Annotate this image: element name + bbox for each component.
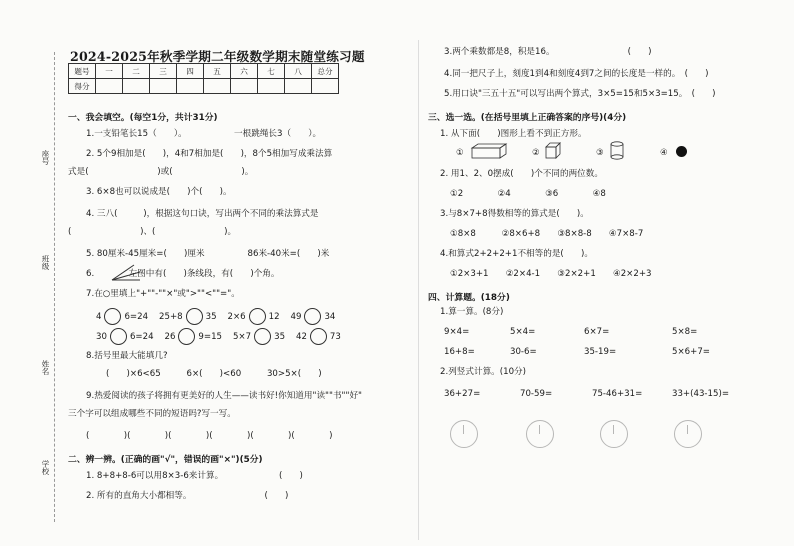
calc-item: 6×7= <box>584 327 610 337</box>
compare-circle[interactable] <box>178 328 195 345</box>
calc-item: 9×4= <box>444 327 470 337</box>
choice-3-options: ①8×8 ②8×6+8 ③8×8-8 ④7×8-7 <box>450 229 644 239</box>
score-header-cell: 六 <box>231 64 258 79</box>
compare-circle[interactable] <box>304 308 321 325</box>
section-3-heading: 三、选一选。(在括号里填上正确答案的序号)(4分) <box>428 113 627 123</box>
score-header-cell: 题号 <box>69 64 96 79</box>
score-cell[interactable] <box>177 79 204 94</box>
compare-right: 6=24 <box>129 332 154 342</box>
compare-right: 73 <box>329 332 341 342</box>
question-1-7: 7.在○里填上"+""-""×"或">""<""="。 <box>86 289 240 299</box>
calc-item: 35-19= <box>584 347 617 357</box>
student-id-label: 座号 <box>41 150 50 165</box>
score-row-label: 得分 <box>69 79 96 94</box>
calc-item: 5×8= <box>672 327 698 337</box>
choice-4: 4.和算式2+2+2+1不相等的是( )。 <box>440 249 593 259</box>
question-1-5: 5. 80厘米-45厘米=( )厘米 86米-40米=( )米 <box>86 249 330 259</box>
compare-left: 49 <box>290 312 302 322</box>
faint-clock-icon <box>600 420 628 448</box>
school-label: 学校 <box>41 460 50 475</box>
compare-circle[interactable] <box>104 308 121 325</box>
score-header-cell: 二 <box>123 64 150 79</box>
compare-circle[interactable] <box>110 328 127 345</box>
section-1-heading: 一、我会填空。(每空1分，共计31分) <box>68 113 218 123</box>
compare-left: 4 <box>96 312 102 322</box>
score-cell[interactable] <box>96 79 123 94</box>
compare-left: 42 <box>295 332 307 342</box>
cube-icon <box>544 142 562 160</box>
calc-item: 5×6+7= <box>672 347 711 357</box>
question-1-9b: 三个字可以组成哪些不同的短语吗?写一写。 <box>68 409 236 419</box>
binding-line <box>54 52 55 522</box>
cylinder-icon <box>610 141 624 161</box>
judge-3: 3.两个乘数都是8，积是16。 ( ) <box>444 47 652 57</box>
score-header-cell: 三 <box>150 64 177 79</box>
compare-right: 9=15 <box>198 332 223 342</box>
compare-row-2 <box>96 328 341 345</box>
score-cell[interactable] <box>312 79 339 94</box>
compare-right: 12 <box>268 312 280 322</box>
question-1-4b: ( )、( )。 <box>68 227 237 237</box>
compare-left: 26 <box>164 332 176 342</box>
score-cell[interactable] <box>258 79 285 94</box>
compare-circle[interactable] <box>186 308 203 325</box>
judge-5: 5.用口诀"三五十五"可以写出两个算式，3×5=15和5×3=15。 ( ) <box>444 89 716 99</box>
name-label: 姓名 <box>41 360 50 375</box>
judge-4: 4.同一把尺子上，刻度1到4和刻度4到7之间的长度是一样的。 ( ) <box>444 69 709 79</box>
score-cell[interactable] <box>285 79 312 94</box>
score-header-cell: 总分 <box>312 64 339 79</box>
choice-3: 3.与8×7+8得数相等的算式是( )。 <box>440 209 589 219</box>
class-label: 班级 <box>41 255 50 270</box>
choice-1-option-b: ② <box>532 148 540 158</box>
choice-1-option-c: ③ <box>596 148 604 158</box>
question-1-9a: 9.热爱阅读的孩子将拥有更美好的人生——读书好!你知道用"读""书""好" <box>86 391 362 401</box>
faint-clock-icon <box>526 420 554 448</box>
vertical-calc-item: 36+27= <box>444 389 481 399</box>
score-header-cell: 八 <box>285 64 312 79</box>
question-1-4a: 4. 三八( )，根据这句口诀，写出两个不同的乘法算式是 <box>86 209 319 219</box>
question-1-8: 8.括号里最大能填几? <box>86 351 168 361</box>
question-1-2a: 2. 5个9相加是( )，4和7相加是( )，8个5相加写成乘法算 <box>86 149 333 159</box>
vertical-calc-item: 33+(43-15)= <box>672 389 730 399</box>
score-table <box>68 63 339 94</box>
faint-clock-icon <box>674 420 702 448</box>
compare-circle[interactable] <box>254 328 271 345</box>
column-divider <box>418 40 419 540</box>
compare-row-1 <box>96 308 335 325</box>
compare-right: 35 <box>205 312 217 322</box>
compare-left: 30 <box>96 332 107 342</box>
question-1-9-blanks: ( )( )( )( )( )( ) <box>86 431 333 441</box>
vertical-calc-item: 70-59= <box>520 389 553 399</box>
choice-1: 1. 从下面( )图形上看不到正方形。 <box>440 129 587 139</box>
compare-circle[interactable] <box>310 328 327 345</box>
score-header-cell: 七 <box>258 64 285 79</box>
score-cell[interactable] <box>204 79 231 94</box>
question-1-1: 1.一支铅笔长15（ ）。 一根跳绳长3（ ）。 <box>86 129 322 139</box>
choice-2-options: ①2 ②4 ③6 ④8 <box>450 189 606 199</box>
page-title: 2024-2025年秋季学期二年级数学期末随堂练习题 <box>70 49 365 64</box>
score-header-cell: 五 <box>204 64 231 79</box>
judge-1: 1. 8+8+8-6可以用8×3-6来计算。 ( ) <box>86 471 303 481</box>
calc-item: 30-6= <box>510 347 537 357</box>
question-1-8-items: ( )×6<65 6×( )<60 30>5×( ) <box>106 369 322 379</box>
section-4-heading: 四、计算题。(18分) <box>428 293 510 303</box>
choice-4-options: ①2×3+1 ②2×4-1 ③2×2+1 ④2×2+3 <box>450 269 652 279</box>
compare-left: 5×7 <box>232 332 252 342</box>
score-header-cell: 四 <box>177 64 204 79</box>
question-1-2b: 式是( )或( )。 <box>68 167 254 177</box>
choice-1-option-d: ④ <box>660 148 668 158</box>
compare-right: 35 <box>274 332 286 342</box>
compare-right: 6=24 <box>124 312 149 322</box>
cuboid-icon <box>470 143 510 159</box>
section-2-heading: 二、辨一辨。(正确的画"√"，错误的画"×")(5分) <box>68 455 263 465</box>
score-cell[interactable] <box>123 79 150 94</box>
faint-clock-icon <box>450 420 478 448</box>
calc-2-heading: 2.列竖式计算。(10分) <box>440 367 526 377</box>
score-cell[interactable] <box>150 79 177 94</box>
compare-circle[interactable] <box>249 308 266 325</box>
compare-right: 34 <box>324 312 336 322</box>
score-header-cell: 一 <box>96 64 123 79</box>
sphere-icon <box>676 146 687 157</box>
compare-left: 2×6 <box>227 312 246 322</box>
calc-1-heading: 1.算一算。(8分) <box>440 307 504 317</box>
calc-item: 5×4= <box>510 327 536 337</box>
vertical-calc-item: 75-46+31= <box>592 389 643 399</box>
calc-item: 16+8= <box>444 347 475 357</box>
choice-2: 2. 用1、2、0摆成( )个不同的两位数。 <box>440 169 603 179</box>
score-cell[interactable] <box>231 79 258 94</box>
compare-left: 25+8 <box>159 312 183 322</box>
question-1-3: 3. 6×8也可以说成是( )个( )。 <box>86 187 232 197</box>
choice-1-option-a: ① <box>456 148 464 158</box>
question-1-6: 6. 左图中有( )条线段，有( )个角。 <box>86 269 280 279</box>
judge-2: 2. 所有的直角大小都相等。 ( ) <box>86 491 289 501</box>
